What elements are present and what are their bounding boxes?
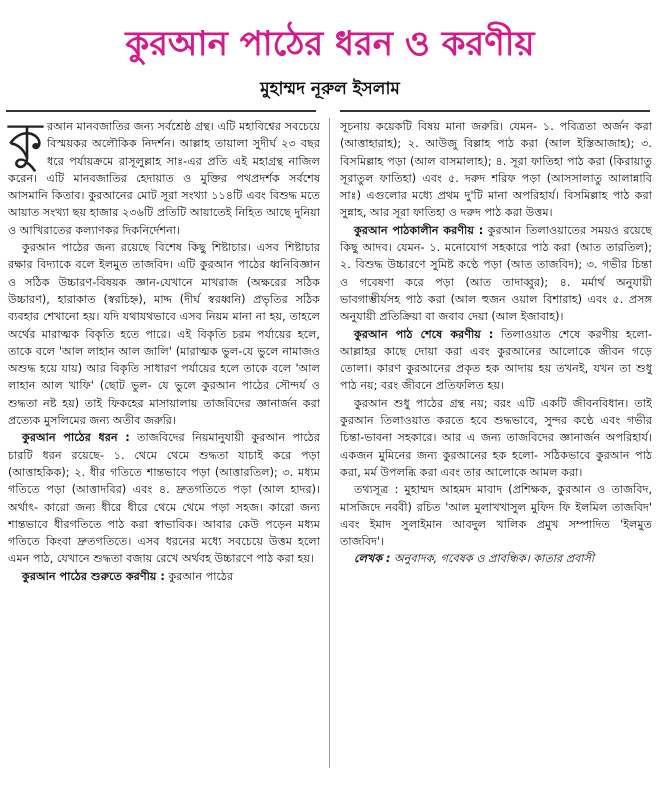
after-reading-text: তিলাওয়াত শেষে করণীয় হলো- আল্লাহর কাছে দোয়া করা এবং কুরআনের আলোকে জীবন গড়ে তোলা। কারণ কুরআনের প্রকৃত হক আদায় হয় তখনই, যখন তা শুধু পাঠ নয়; বরং জীবনে প্রতিফলিত হয়। (340, 327, 653, 393)
beginning-continued-paragraph: সূচনায় কয়েকটি বিষয় মানা জরুরি। যেমন- ১. পবিত্রতা অর্জন করা (আত্তাহারাহ); ২. আউজু বিল্লাহ পাঠ করা (আল ইস্তিআজাহ); ৩. বিসমিল্লাহ পড়া (আল বাসমালাহ); ৪. সূরা ফাতিহা পাঠ করা (কিরায়াতু সূরাতুল ফাতিহা) এবং ৫. দরুদ শরিফ পড়া (আসসালাতু আলান্নাবি সাঃ) এগুলোর মধ্যে প্রথম দু'টি মানা অপরিহার্য। বিসমিল্লাহ পাঠ করা সুন্নাহ, আর সূরা ফাতিহা ও দরুদ পাঠ করা উত্তম। (340, 120, 652, 220)
after-reading-paragraph (340, 326, 652, 395)
right-column (340, 118, 652, 568)
references-paragraph: তথ্যসূত্র : মুহাম্মদ আহমদ মাবাদ (প্রশিক্ষক, কুরআন ও তাজবিদ, মাসজিদে নববী) রচিত 'আল মুলাখখাসুল মুফিদ ফি ইলমিল তাজবিদ' এবং ইমাদ সুলাইমান আবদুল খালিক প্রমুখ সম্পাদিত 'ইলমুত তাজবিদ'। (340, 483, 652, 549)
during-reading-paragraph (340, 222, 652, 326)
conclusion-paragraph: কুরআন শুধু পাঠের গ্রন্থ নয়; বরং এটি একটি জীবনবিধান। তাই কুরআন তিলাওয়াত করতে হবে শুদ্ধভাবে, সুন্দর কণ্ঠে এবং গভীর চিন্তা-ভাবনা সহকারে। আর এ জন্য তাজবিদের জ্ঞানার্জন অপরিহার্য। একজন মুমিনের জন্য কুরআনের হক হলো- সঠিকভাবে কুরআন পাঠ করা, মর্ম উপলব্ধি করা এবং তার আলোকে আমল করা। (340, 396, 652, 479)
during-reading-text: কুরআন তিলাওয়াতের সময়ও রয়েছে কিছু আদব। যেমন- ১. মনোযোগ সহকারে পাঠ করা (আত তারতিল); ২. বিশুদ্ধ উচ্চারণে সুমিষ্ট কণ্ঠে পড়া (আত তাজবিদ); ৩. গভীর চিন্তা ও গবেষণা করে পড়া (আত তাদাব্বুর); ৪. মর্মার্থ অনুযায়ী ভাবগাম্ভীর্যসহ পাঠ করা (আল হুজন ওয়াল বিশারাহ) এবং ৫. প্রসঙ্গ অনুযায়ী প্রতিক্রিয়া বা জবাব দেয়া (আল ইজাবাহ)। (340, 223, 652, 324)
author-name: মুহাম্মদ নূরুল ইসলাম (260, 79, 400, 99)
tajweed-paragraph: কুরআন পাঠের জন্য রয়েছে বিশেষ কিছু শিষ্টাচার। এসব শিষ্টাচার রক্ষার বিদ্যাকে বলে ইলমুত তাজবিদ। এটি কুরআন পাঠের ধ্বনিবিজ্ঞান ও সঠিক উচ্চারণ-বিষয়ক জ্ঞান-যেখানে মাখরাজ (অক্ষরের সঠিক উচ্চারণ), হারাকাত (স্বরচিহ্ন), মাদ্দ (দীর্ঘ স্বরধ্বনি) প্রভৃতির সঠিক ব্যবহার শেখানো হয়। যদি যথাযথভাবে এসব নিয়ম মানা না হয়, তাহলে অর্থের মারাত্মক বিকৃতি হতে পারে। এই বিকৃতি চরম পর্যায়ের হলে, তাকে বলে 'আল লাহান আল জালি' (মারাত্মক ভুল-যে ভুলে নামাজও অশুদ্ধ হয়ে যায়) আর বিকৃতি সাধারণ পর্যায়ের হলে তাকে বলে 'আল লাহান আল খাফি' (ছোট ভুল- যে ভুলে কুরআন পাঠের সৌন্দর্য ও শুদ্ধতা নষ্ট হয়) তাই ফিকহের মাসায়ালায় তাজবিদের জ্ঞানার্জন করা প্রত্যেক মুসলিমের জন্য অতীব জরুরি। (8, 241, 320, 428)
author-credit (340, 550, 652, 567)
author-credit-text: অনুবাদক, গবেষক ও প্রাবন্ধিক। কাতার প্রবাসী (393, 552, 595, 566)
beginning-paragraph (8, 568, 320, 585)
reading-types-text: তাজবিদের নিয়মানুযায়ী কুরআন পাঠের চারটি ধরন রয়েছে- ১. থেমে থেমে শুদ্ধতা যাচাই করে পড়া (আত্তাহকিক); ২. ধীর গতিতে শান্তভাবে পড়া (আত্তারতিল); ৩. মধ্যম গতিতে পড়া (আত্তাদবির) এবং ৪. দ্রুতগতিতে পড়া (আল হাদর)। অর্থাৎ- কারো জন্য ধীরে ধীরে থেমে থেমে পড়া সহজ। কারো জন্য শান্তভাবে ধীরগতিতে পাঠ করা স্বাভাবিক। আবার কেউ পড়েন মধ্যম গতিতে কিংবা দ্রুতগতিতে। এসব ধরনের মধ্যে সবচেয়ে উত্তম হলো এমন পাঠ, যেখানে শুদ্ধতা বজায় রেখে অর্থবহ উচ্চারণে পাঠ করা হয়। (8, 431, 320, 566)
drop-cap: কু (8, 112, 43, 170)
during-reading-heading: কুরআন পাঠকালীন করণীয় : (354, 223, 484, 237)
left-column (8, 112, 320, 585)
intro-paragraph (8, 112, 320, 239)
reading-types-paragraph (8, 429, 320, 567)
reading-types-heading: কুরআন পাঠের ধরন : (22, 431, 130, 445)
after-reading-heading: কুরআন পাঠ শেষে করণীয় : (354, 327, 494, 341)
left-divider-rule (6, 110, 316, 112)
beginning-text: কুরআন পাঠের (168, 569, 234, 583)
beginning-heading: কুরআন পাঠের শুরুতে করণীয় : (22, 569, 165, 583)
intro-text: রআন মানবজাতির জন্য সর্বশ্রেষ্ঠ গ্রন্থ। এটি মহাবিশ্বের সবচেয়ে বিস্ময়কর অলৌকিক নিদর্শন। আল্লাহ তায়ালা সুদীর্ঘ ২৩ বছর ধরে পর্যায়ক্রমে রাসূলুল্লাহ সাঃ-এর প্রতি এই মহাগ্রন্থ নাজিল করেন। এটি মানবজাতির হেদায়াত ও মুক্তির পথপ্রদর্শক সর্বশেষ আসমানি কিতাব। কুরআনের মোট সূরা সংখ্যা ১১৪টি এবং বিশুদ্ধ মতে আয়াত সংখ্যা ছয় হাজার ২৩৬টি প্রতিটি আয়াতেই নিহিত আছে দুনিয়া ও আখিরাতের কল্যাণকর দিকনির্দেশনা। (8, 120, 320, 237)
column-separator (329, 118, 330, 768)
author-credit-label: লেখক : (354, 552, 391, 566)
article-title: কুরআন পাঠের ধরন ও করণীয় (125, 24, 535, 64)
right-divider-rule (340, 110, 650, 112)
